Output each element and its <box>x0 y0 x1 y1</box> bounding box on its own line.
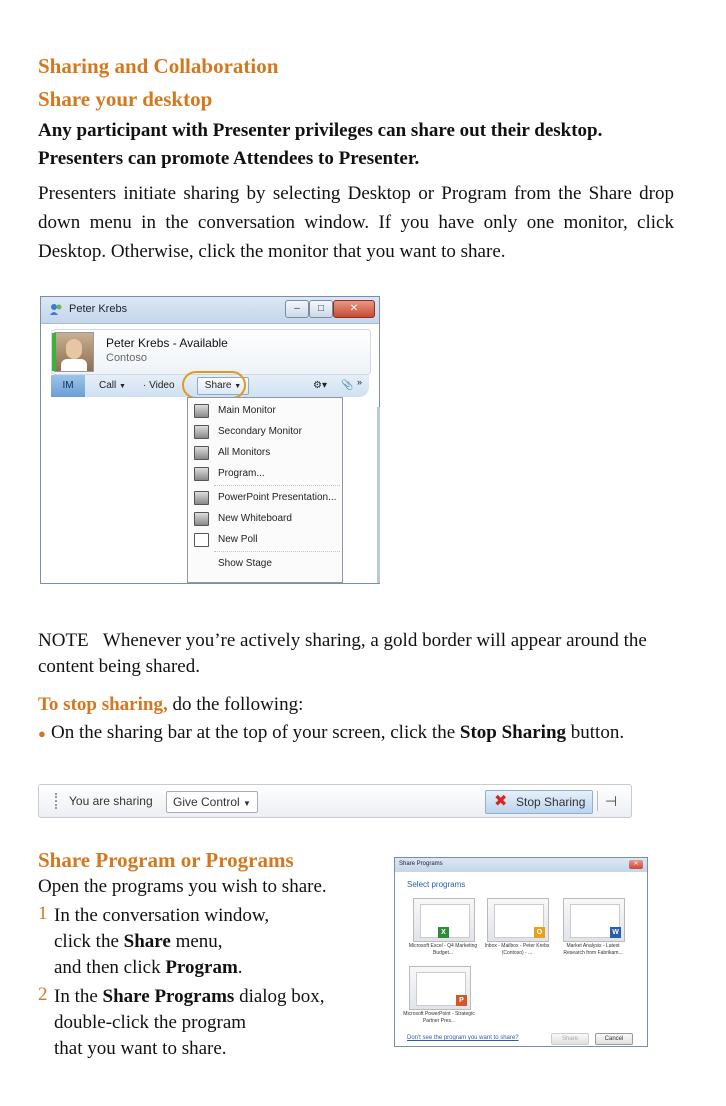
menu-item-powerpoint[interactable]: PowerPoint Presentation... <box>218 492 337 503</box>
call-button[interactable]: Call ▼ <box>99 380 126 391</box>
whiteboard-icon <box>194 512 209 526</box>
contact-org: Contoso <box>106 352 147 364</box>
poll-icon <box>194 533 209 547</box>
step-number: 1 <box>38 903 48 924</box>
outlook-icon: O <box>534 927 545 938</box>
dialog-titlebar <box>395 858 647 872</box>
video-button[interactable]: · Video <box>143 380 175 391</box>
program-icon <box>194 467 209 481</box>
monitor-icon <box>194 404 209 418</box>
menu-item-program[interactable]: Program... <box>218 468 265 479</box>
menu-item-secondary-monitor[interactable]: Secondary Monitor <box>218 426 302 437</box>
word-icon: W <box>610 927 621 938</box>
program-heading: Share Program or Programs <box>38 848 294 872</box>
contact-card <box>51 329 371 375</box>
chevron-down-icon: ▼ <box>119 383 126 390</box>
thumbnail-caption: Market Analysis - Latest Research from Fabrikam... <box>563 943 623 956</box>
share-highlight-ring <box>182 371 246 399</box>
menu-item-all-monitors[interactable]: All Monitors <box>218 447 271 458</box>
thumbnail-caption: Inbox - Mailbox - Peter Krebs (Contoso) - ... <box>484 943 550 956</box>
pin-icon[interactable]: ⊣ <box>605 793 618 809</box>
cancel-button[interactable]: Cancel <box>595 1033 633 1045</box>
program-thumbnail-outlook[interactable] <box>487 898 549 942</box>
step-number: 2 <box>38 984 48 1005</box>
step-2: In the Share Programs dialog box, double-click the program that you want to share. <box>54 986 325 1059</box>
close-icon[interactable]: ✕ <box>333 300 375 318</box>
maximize-icon[interactable]: □ <box>309 300 333 318</box>
program-thumbnail-word[interactable] <box>563 898 625 942</box>
thumbnail-caption: Microsoft PowerPoint - Strategic Partner Pres... <box>403 1011 475 1024</box>
program-thumbnail-excel[interactable] <box>413 898 475 942</box>
menu-separator <box>214 551 340 552</box>
give-control-button[interactable]: Give Control ▼ <box>166 791 258 813</box>
share-button[interactable]: Share <box>551 1033 589 1045</box>
menu-item-show-stage[interactable]: Show Stage <box>218 558 272 569</box>
intro-paragraph: Presenters initiate sharing by selecting Desktop or Program from the Share drop down menu in the conversation window. If you have only one monitor, click Desktop. Otherwise, click the monitor that you want to share. <box>38 183 674 262</box>
note-text: Whenever you’re actively sharing, a gold border will appear around the content being shared. <box>38 630 647 677</box>
excel-icon: X <box>438 927 449 938</box>
avatar <box>54 332 94 372</box>
contact-name: Peter Krebs - Available <box>106 336 228 350</box>
stop-sharing-button[interactable]: ✖ Stop Sharing <box>485 790 593 814</box>
monitor-icon <box>194 425 209 439</box>
menu-item-poll[interactable]: New Poll <box>218 534 258 545</box>
attachment-icon[interactable]: 📎 <box>341 380 354 391</box>
people-options-icon[interactable]: ⚙▾ <box>313 380 327 391</box>
share-button[interactable]: Share ▼ <box>197 377 249 395</box>
minimize-icon[interactable]: – <box>285 300 309 318</box>
im-button[interactable]: IM <box>51 375 85 397</box>
bullet-icon: ● <box>38 726 46 741</box>
section-heading: Sharing and Collaboration <box>38 54 279 78</box>
share-dropdown-menu <box>187 397 343 583</box>
close-icon: ✖ <box>494 793 508 810</box>
sharing-status: You are sharing <box>69 794 153 808</box>
scrollbar[interactable] <box>377 407 380 583</box>
thumbnail-caption: Microsoft Excel - Q4 Marketing Budget... <box>408 943 478 956</box>
select-programs-label: Select programs <box>407 880 466 889</box>
lead-paragraph: Any participant with Presenter privileges can share out their desktop. Presenters can promote Attendees to Presenter. <box>38 120 603 169</box>
program-intro: Open the programs you wish to share. <box>38 876 327 897</box>
menu-item-main-monitor[interactable]: Main Monitor <box>218 405 276 416</box>
close-icon[interactable]: ✕ <box>629 860 643 869</box>
powerpoint-icon: P <box>456 995 467 1006</box>
program-thumbnail-powerpoint[interactable] <box>409 966 471 1010</box>
monitors-icon <box>194 446 209 460</box>
menu-item-whiteboard[interactable]: New Whiteboard <box>218 513 292 524</box>
window-titlebar <box>41 297 379 324</box>
drag-handle-icon[interactable] <box>55 793 59 809</box>
step-1: In the conversation window, click the Share menu, and then click Program. <box>54 905 270 978</box>
share-programs-dialog <box>394 857 648 1047</box>
note-label: NOTE <box>38 630 89 651</box>
chevron-down-icon: ▼ <box>234 383 242 390</box>
help-link[interactable]: Don't see the program you want to share? <box>407 1035 519 1041</box>
sub-heading: Share your desktop <box>38 87 213 111</box>
note-paragraph <box>38 628 678 680</box>
presence-indicator <box>52 333 56 371</box>
stop-sharing-step: On the sharing bar at the top of your screen, click the Stop Sharing button. <box>51 722 625 743</box>
lync-app-icon <box>49 302 63 316</box>
stop-sharing-heading: To stop sharing, do the following: <box>38 694 304 715</box>
menu-separator <box>214 485 340 486</box>
chevron-down-icon: ▼ <box>243 799 251 808</box>
powerpoint-icon <box>194 491 209 505</box>
more-icon[interactable]: » <box>357 377 363 387</box>
sharing-bar <box>38 784 632 818</box>
window-title: Peter Krebs <box>69 303 128 315</box>
dialog-title: Share Programs <box>399 861 443 867</box>
